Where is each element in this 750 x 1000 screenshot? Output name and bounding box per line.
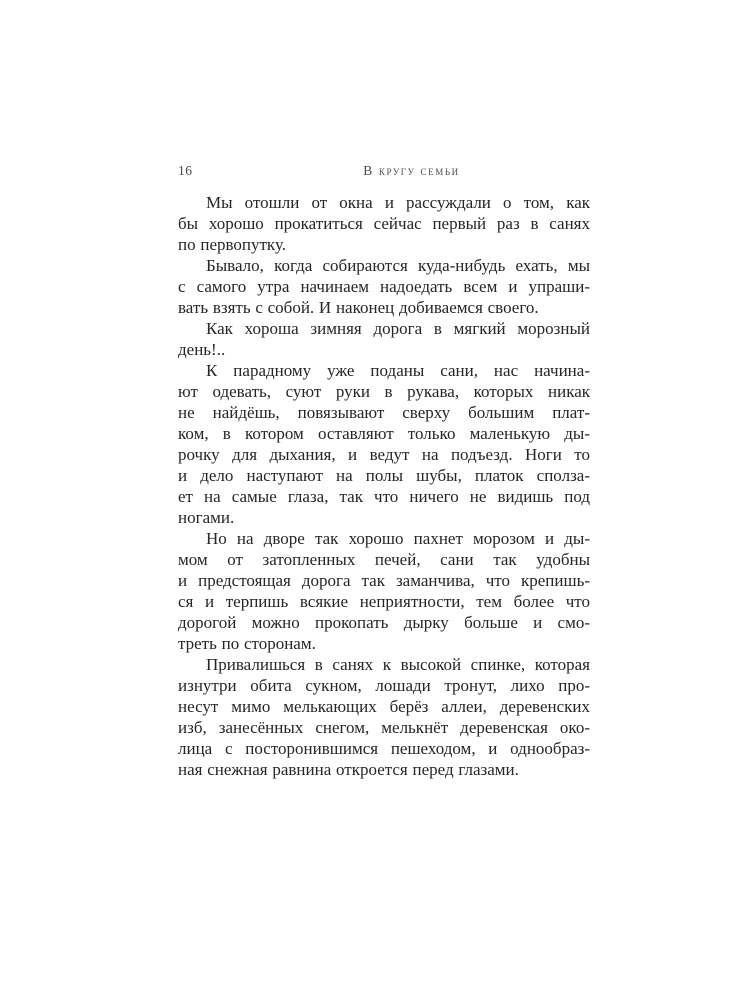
text-line: треть по сторонам. xyxy=(178,634,316,653)
running-header xyxy=(178,163,590,181)
running-head-title: В кругу семьи xyxy=(363,163,460,178)
text-line: бы хорошо прокатиться сейчас первый раз в санях xyxy=(178,214,590,233)
text-line: изнутри обита сукном, лошади тронут, лихо про- xyxy=(178,676,590,695)
text-line: несут мимо мелькающих берёз аллеи, деревенских xyxy=(178,697,590,716)
text-line: ногами. xyxy=(178,508,235,527)
text-line: Бывало, когда собираются куда-нибудь ехать, мы xyxy=(206,256,590,275)
text-line: Привалишься в санях к высокой спинке, которая xyxy=(206,655,590,674)
text-line: ная снежная равнина откроется перед глазами. xyxy=(178,760,519,779)
text-line: ет на самые глаза, так что ничего не видишь под xyxy=(178,487,590,506)
paragraph xyxy=(178,318,590,360)
text-line: Как хороша зимняя дорога в мягкий морозный xyxy=(206,319,590,338)
text-line: ком, в котором оставляют только маленькую ды- xyxy=(178,424,590,443)
paragraph xyxy=(178,654,590,780)
page-number: 16 xyxy=(178,163,193,178)
text-line: Мы отошли от окна и рассуждали о том, как xyxy=(206,193,590,212)
text-line: мом от затопленных печей, сани так удобны xyxy=(178,550,590,569)
text-line: и предстоящая дорога так заманчива, что крепишь- xyxy=(178,571,590,590)
text-line: изб, занесённых снегом, мелькнёт деревенская око- xyxy=(178,718,590,737)
text-line: К парадному уже поданы сани, нас начина- xyxy=(206,361,590,380)
text-line: по первопутку. xyxy=(178,235,286,254)
text-line: ют одевать, суют руки в рукава, которых никак xyxy=(178,382,590,401)
text-line: с самого утра начинаем надоедать всем и упраши- xyxy=(178,277,590,296)
text-line: и дело наступают на полы шубы, платок сполза- xyxy=(178,466,590,485)
text-line: рочку для дыхания, и ведут на подъезд. Ноги то xyxy=(178,445,590,464)
paragraph xyxy=(178,360,590,528)
body-text-block xyxy=(178,192,590,780)
paragraph xyxy=(178,255,590,318)
text-line: не найдёшь, повязывают сверху большим плат- xyxy=(178,403,590,422)
text-line: дорогой можно прокопать дырку больше и смо- xyxy=(178,613,590,632)
text-line: вать взять с собой. И наконец добиваемся своего. xyxy=(178,298,539,317)
text-line: Но на дворе так хорошо пахнет морозом и ды- xyxy=(206,529,590,548)
paragraph xyxy=(178,528,590,654)
paragraph xyxy=(178,192,590,255)
text-line: лица с посторонившимся пешеходом, и однообраз- xyxy=(178,739,590,758)
text-line: ся и терпишь всякие неприятности, тем более что xyxy=(178,592,590,611)
text-line: день!.. xyxy=(178,340,226,359)
